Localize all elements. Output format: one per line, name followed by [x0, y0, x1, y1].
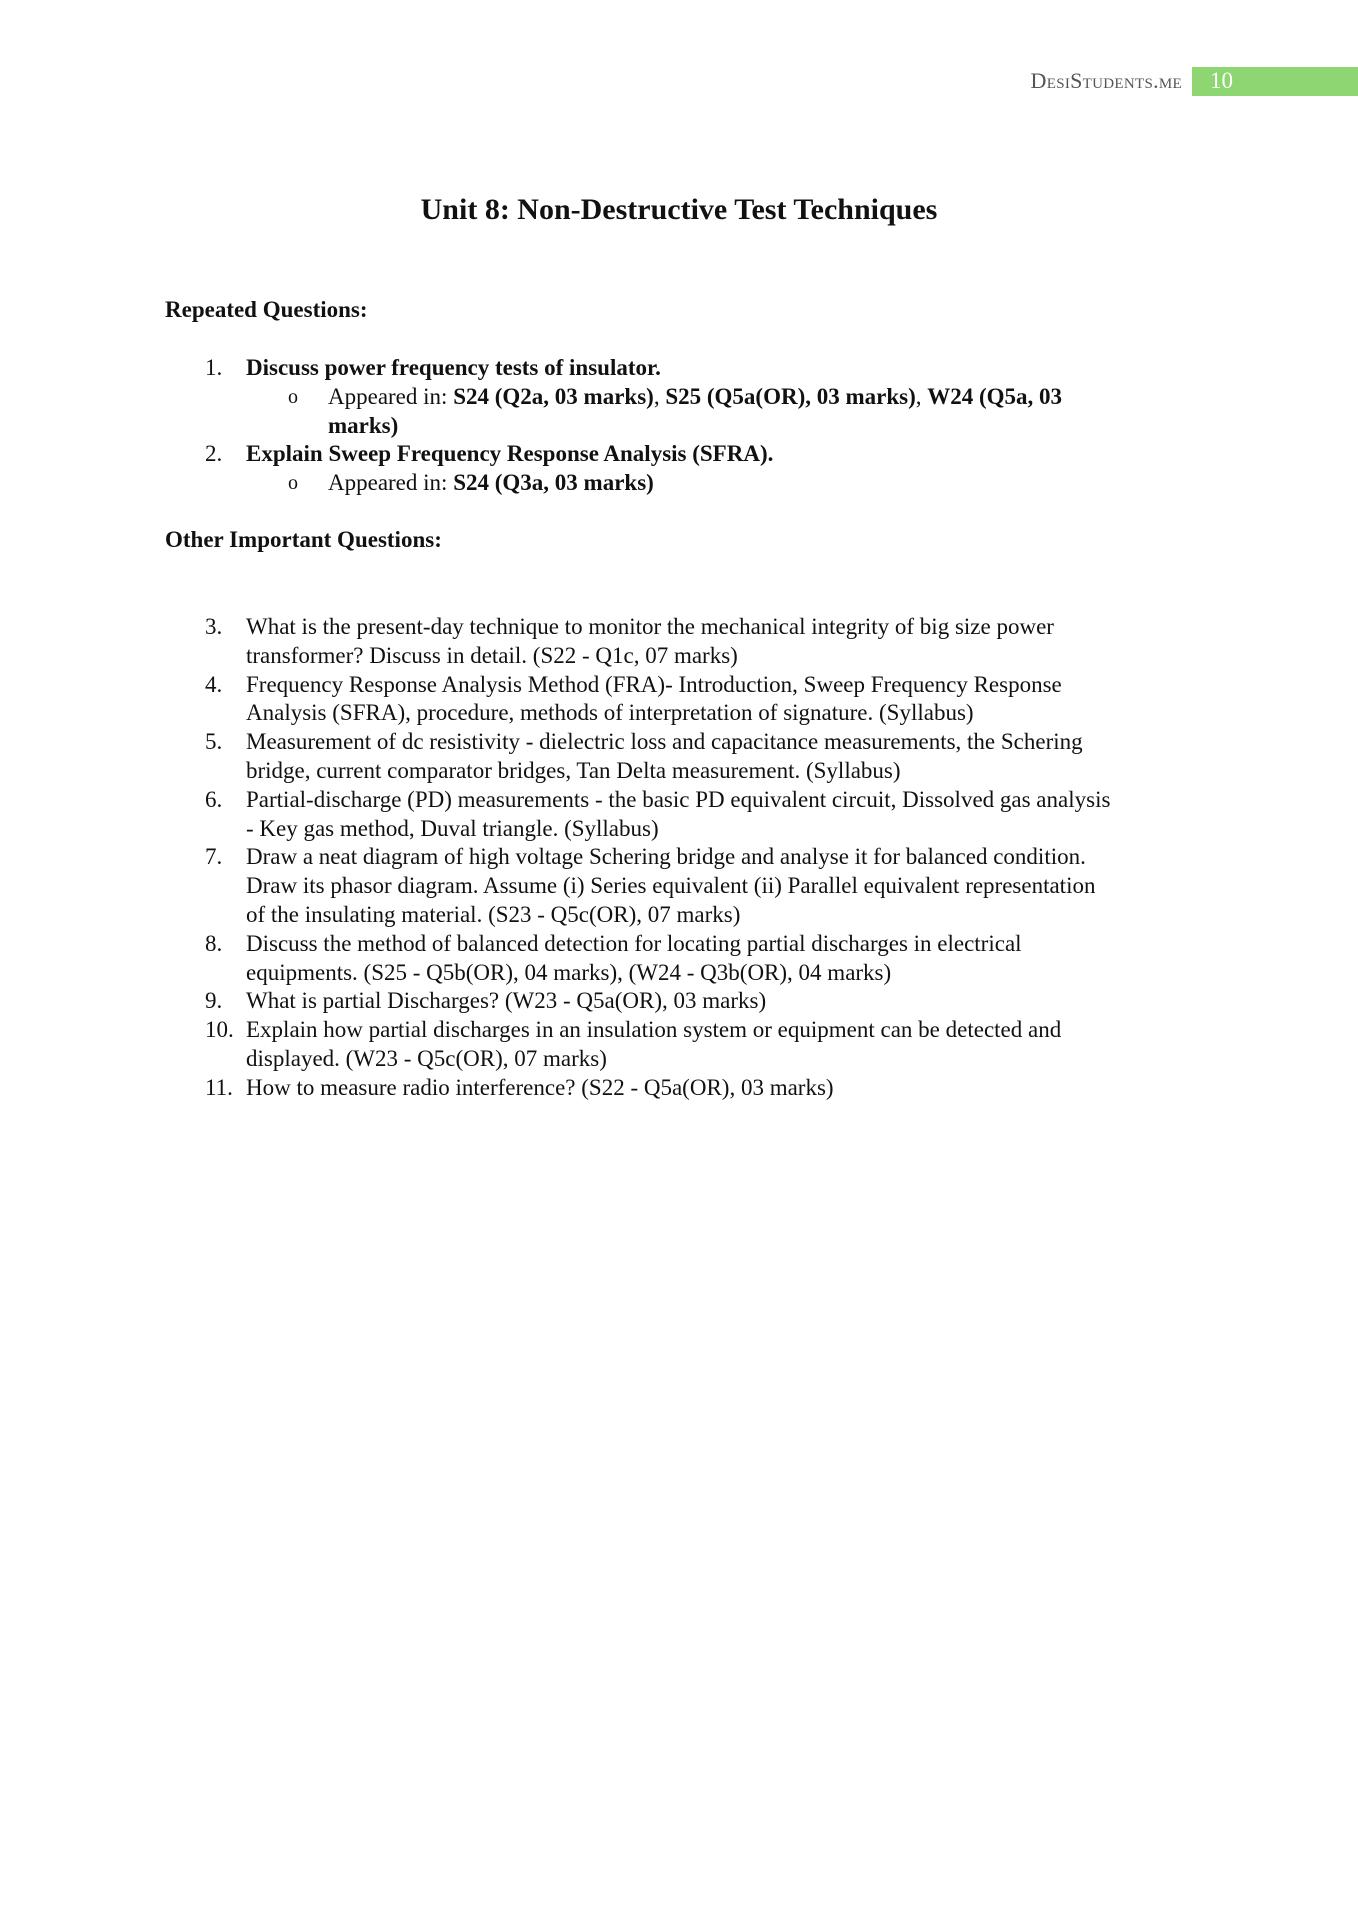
question-text-line: Partial-discharge (PD) measurements - the basic PD equivalent circuit, Dissolved gas analysis [246, 786, 1111, 812]
appeared-in-text [328, 469, 654, 498]
question-text-line: Draw a neat diagram of high voltage Schering bridge and analyse it for balanced condition. [246, 844, 1086, 870]
exam-reference: W24 (Q5a, 03 [927, 384, 1063, 409]
item-number: 8. [205, 930, 223, 956]
bullet-icon: o [288, 472, 298, 494]
question-text: Explain Sweep Frequency Response Analysis (SFRA). [246, 441, 774, 466]
exam-reference: S24 (Q3a, 03 marks) [453, 470, 654, 495]
exam-reference: S24 (Q2a, 03 marks) [453, 384, 654, 409]
repeated-questions-heading: Repeated Questions: [165, 297, 368, 322]
other-questions-heading: Other Important Questions: [165, 527, 442, 552]
page-number: 10 [1210, 68, 1233, 93]
item-number: 10. [205, 1017, 234, 1043]
question-text-line: - Key gas method, Duval triangle. (Syllabus) [246, 815, 659, 841]
question-text-line: Discuss the method of balanced detection for locating partial discharges in electrical [246, 930, 1022, 956]
question-text-line: transformer? Discuss in detail. (S22 - Q1c, 07 marks) [246, 642, 738, 668]
question-text-line: What is partial Discharges? (W23 - Q5a(OR), 03 marks) [246, 988, 767, 1014]
exam-reference: S25 (Q5a(OR), 03 marks) [665, 384, 916, 409]
item-number: 6. [205, 786, 223, 812]
question-text-line: equipments. (S25 - Q5b(OR), 04 marks), (W24 - Q3b(OR), 04 marks) [246, 959, 892, 985]
item-number: 2. [205, 441, 223, 466]
appeared-label: Appeared in: [328, 470, 454, 495]
item-number: 4. [205, 671, 223, 697]
separator: , [915, 384, 928, 409]
question-text-line: displayed. (W23 - Q5c(OR), 07 marks) [246, 1045, 607, 1071]
item-number: 3. [205, 614, 223, 639]
separator: , [653, 384, 666, 409]
appeared-in-text [328, 383, 1062, 412]
page-number-bar [1192, 67, 1358, 96]
question-text-line: of the insulating material. (S23 - Q5c(OR), 07 marks) [246, 901, 741, 927]
page-title: Unit 8: Non-Destructive Test Techniques [420, 193, 938, 226]
question-text-line: Measurement of dc resistivity - dielectric loss and capacitance measurements, the Schering [246, 729, 1083, 755]
exam-reference: marks) [328, 413, 399, 438]
question-text-line: Explain how partial discharges in an insulation system or equipment can be detected and [246, 1017, 1062, 1043]
bullet-icon: o [288, 386, 298, 408]
question-text-line: How to measure radio interference? (S22 - Q5a(OR), 03 marks) [246, 1074, 834, 1100]
question-text-line: Frequency Response Analysis Method (FRA)- Introduction, Sweep Frequency Response [246, 671, 1062, 697]
question-text-line: Analysis (SFRA), procedure, methods of interpretation of signature. (Syllabus) [246, 700, 974, 726]
item-number: 11. [205, 1074, 233, 1100]
question-text-line: bridge, current comparator bridges, Tan Delta measurement. (Syllabus) [246, 757, 901, 783]
question-text-line: What is the present-day technique to monitor the mechanical integrity of big size power [246, 614, 1054, 639]
question-text: Discuss power frequency tests of insulator. [246, 355, 661, 380]
item-number: 7. [205, 844, 223, 870]
question-text-line: Draw its phasor diagram. Assume (i) Series equivalent (ii) Parallel equivalent representation [246, 873, 1096, 899]
appeared-label: Appeared in: [328, 384, 454, 409]
site-name: DesiStudents.me [1030, 68, 1182, 93]
item-number: 1. [205, 355, 223, 380]
item-number: 5. [205, 729, 223, 755]
item-number: 9. [205, 988, 223, 1014]
